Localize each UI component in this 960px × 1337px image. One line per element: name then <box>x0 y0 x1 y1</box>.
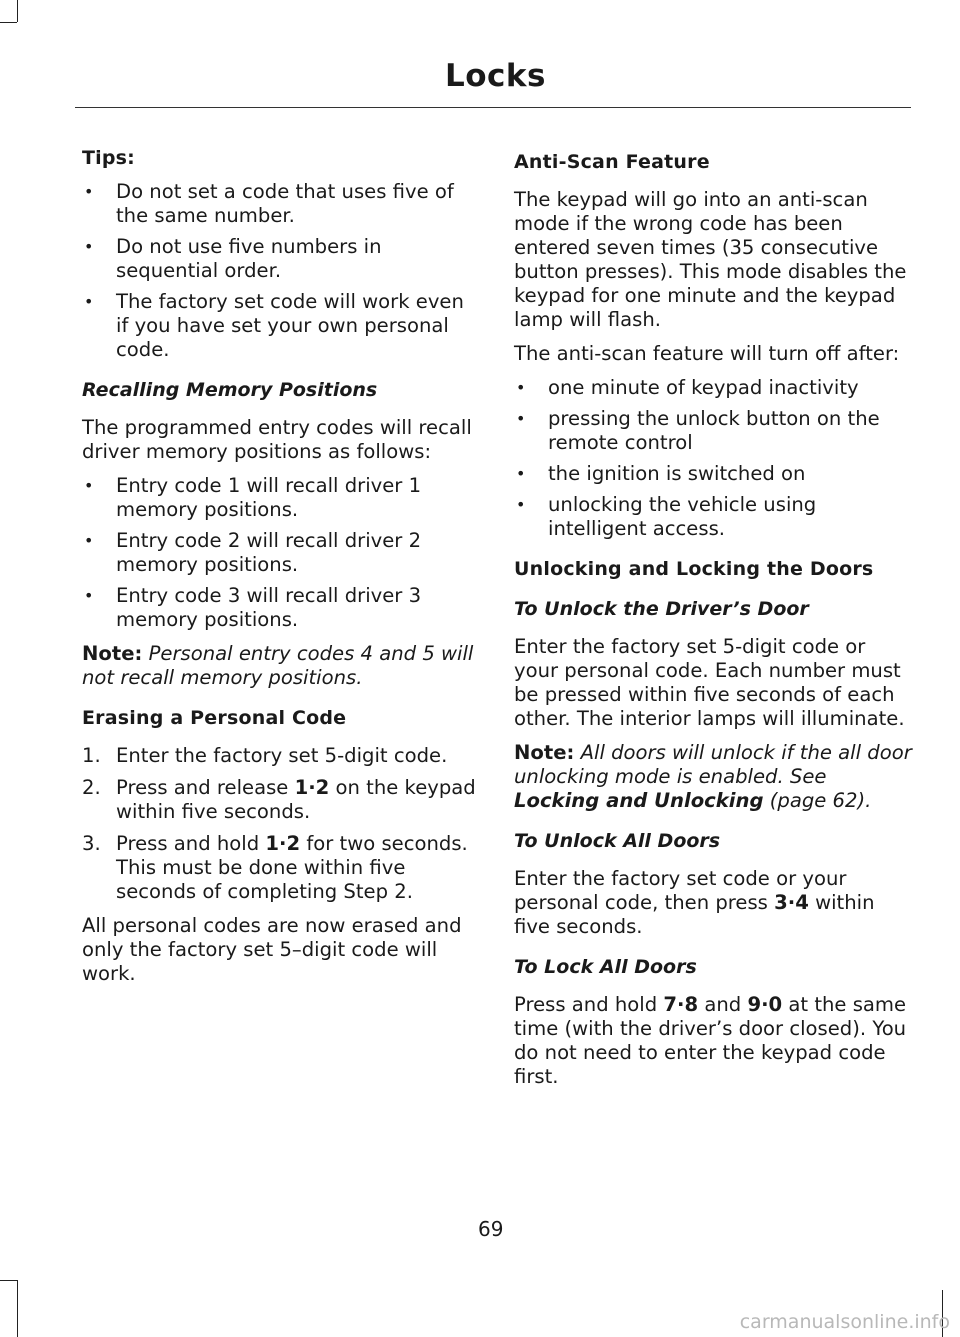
paragraph-text: within five seconds. <box>514 891 875 938</box>
erase-heading: Erasing a Personal Code <box>82 707 347 729</box>
list-item: • Do not set a code that uses five of the same number. <box>82 180 482 228</box>
list-item: • Entry code 3 will recall driver 3 memory positions. <box>82 584 482 632</box>
step-text: Enter the factory set 5-digit code. <box>116 744 448 767</box>
crop-mark-bl-v <box>17 1280 18 1337</box>
list-item: • unlocking the vehicle using intelligent access. <box>514 493 912 541</box>
paragraph-text: at the same time (with the driver’s door closed). You do not need to enter the keypad code first. <box>514 993 907 1088</box>
antiscan-paragraph: The anti-scan feature will turn off after: <box>514 342 900 365</box>
note <box>514 741 912 813</box>
list-item: • Entry code 1 will recall driver 1 memory positions. <box>82 474 482 522</box>
step-text: Press and release <box>116 776 295 799</box>
crop-mark-bl-h <box>0 1280 17 1281</box>
recall-list <box>82 474 482 632</box>
cross-reference-link[interactable]: Locking and Unlocking <box>514 789 764 812</box>
step-text: Press and hold <box>116 832 266 855</box>
list-item: • pressing the unlock button on the remote control <box>514 407 912 455</box>
lock-paragraph <box>514 993 912 1089</box>
list-item: • one minute of keypad inactivity <box>514 376 912 400</box>
erase-outro: All personal codes are now erased and only the factory set 5–digit code will work. <box>82 914 462 985</box>
page-number: 69 <box>478 1217 504 1241</box>
all-doors-heading: To Unlock All Doors <box>514 830 721 852</box>
step-item <box>82 776 482 824</box>
key-label: 9·0 <box>747 993 783 1016</box>
watermark: carmanualsonline.info <box>739 1311 950 1333</box>
left-column <box>82 146 482 996</box>
step-text: for two seconds. This must be done within five seconds of completing Step 2. <box>116 832 468 903</box>
paragraph-text: and <box>698 993 748 1016</box>
crop-mark-tl-h <box>0 22 17 23</box>
key-label: 1·2 <box>265 832 301 855</box>
step-number: 1. <box>82 744 101 767</box>
key-label: 3·4 <box>774 891 809 914</box>
list-item: • The factory set code will work even if you have set your own personal code. <box>82 290 482 362</box>
key-label: 7·8 <box>663 993 699 1016</box>
key-label: 1·2 <box>294 776 330 799</box>
antiscan-heading: Anti-Scan Feature <box>514 151 710 173</box>
page-reference: (page 62). <box>769 789 872 812</box>
step-number: 3. <box>82 832 101 855</box>
antiscan-paragraph: The keypad will go into an anti-scan mode if the wrong code has been entered seven times (35 consecutive button presses). This mode disables the keypad for one minute and the keypad lamp will flash. <box>514 188 907 331</box>
driver-paragraph: Enter the factory set 5-digit code or your personal code. Each number must be pressed within five seconds of each other. The interior lamps will illuminate. <box>514 635 905 730</box>
note-text: All doors will unlock if the all door unlocking mode is enabled. See <box>514 741 912 788</box>
tips-list <box>82 180 482 362</box>
tips-heading: Tips: <box>82 147 135 169</box>
driver-heading: To Unlock the Driver’s Door <box>514 598 809 620</box>
unlock-heading: Unlocking and Locking the Doors <box>514 558 874 580</box>
header-rule <box>75 107 911 108</box>
antiscan-list <box>514 376 912 541</box>
all-doors-paragraph <box>514 867 912 939</box>
crop-mark-tl-v <box>17 0 18 22</box>
list-item: • Do not use five numbers in sequential order. <box>82 235 482 283</box>
note-label: Note: <box>82 642 143 665</box>
page-title: Locks <box>445 58 546 94</box>
recall-intro: The programmed entry codes will recall driver memory positions as follows: <box>82 416 472 463</box>
paragraph-text: Press and hold <box>514 993 664 1016</box>
step-text: on the keypad within five seconds. <box>116 776 476 823</box>
erase-steps <box>82 744 482 904</box>
right-column <box>514 150 912 1099</box>
note-text: Personal entry codes 4 and 5 will not recall memory positions. <box>82 642 474 689</box>
paragraph-text: Enter the factory set code or your personal code, then press <box>514 867 847 914</box>
list-item: • the ignition is switched on <box>514 462 912 486</box>
step-item <box>82 744 482 768</box>
recall-heading: Recalling Memory Positions <box>82 379 378 401</box>
step-item <box>82 832 482 904</box>
step-number: 2. <box>82 776 101 799</box>
lock-heading: To Lock All Doors <box>514 956 697 978</box>
note-label: Note: <box>514 741 575 764</box>
list-item: • Entry code 2 will recall driver 2 memory positions. <box>82 529 482 577</box>
note <box>82 642 482 690</box>
